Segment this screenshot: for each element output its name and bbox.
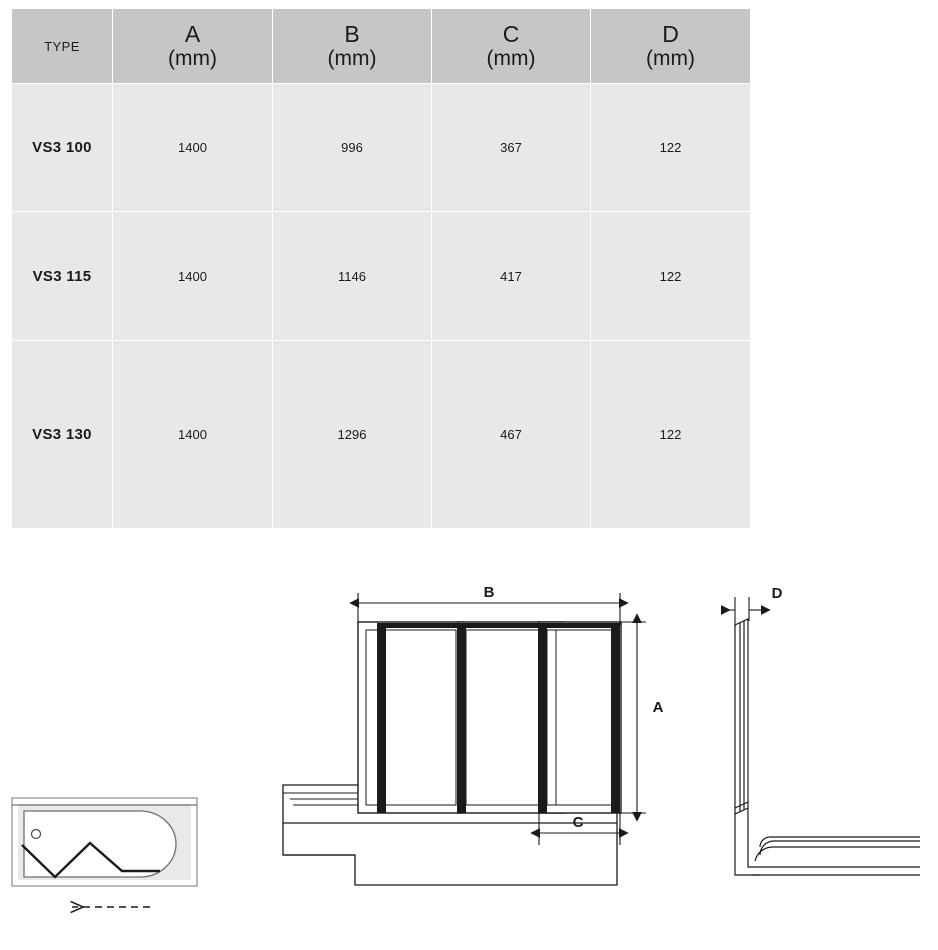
cell-b: 996 [273, 84, 432, 212]
technical-drawings [0, 555, 938, 950]
column-header-c-letter: C [502, 20, 520, 47]
dimension-a-label: A [652, 699, 664, 716]
table-row [12, 212, 751, 341]
dimensions-table [11, 8, 751, 529]
cell-type: VS3 115 [12, 212, 113, 341]
dimension-b-label: B [483, 584, 495, 601]
cell-type: VS3 100 [12, 84, 113, 212]
cell-d: 122 [591, 84, 751, 212]
column-header-d [591, 9, 751, 84]
column-header-c [432, 9, 591, 84]
column-header-a [113, 9, 273, 84]
table-header-row [12, 9, 751, 84]
column-header-d-unit: (mm) [646, 46, 695, 70]
side-view [722, 585, 920, 875]
cell-a: 1400 [113, 84, 273, 212]
dimension-d-label: D [771, 585, 783, 602]
dimension-a [620, 622, 646, 813]
table-header [12, 9, 751, 84]
cell-c: 417 [432, 212, 591, 341]
bath-plan-view [12, 798, 197, 907]
column-header-b-unit: (mm) [327, 46, 377, 70]
front-view [283, 584, 664, 885]
table-row [12, 341, 751, 529]
cell-c: 367 [432, 84, 591, 212]
cell-d: 122 [591, 341, 751, 529]
cell-a: 1400 [113, 212, 273, 341]
cell-a: 1400 [113, 341, 273, 529]
cell-b: 1146 [273, 212, 432, 341]
column-header-d-letter: D [662, 20, 679, 47]
cell-d: 122 [591, 212, 751, 341]
column-header-b-letter: B [344, 20, 360, 47]
column-header-type: TYPE [12, 9, 113, 84]
column-header-c-unit: (mm) [486, 46, 536, 70]
cell-b: 1296 [273, 341, 432, 529]
dimension-c-label: C [572, 814, 584, 831]
column-header-b [273, 9, 432, 84]
cell-c: 467 [432, 341, 591, 529]
column-header-a-unit: (mm) [168, 46, 217, 70]
cell-type: VS3 130 [12, 341, 113, 529]
table-body [12, 84, 751, 529]
table-row [12, 84, 751, 212]
column-header-a-letter: A [184, 20, 201, 47]
